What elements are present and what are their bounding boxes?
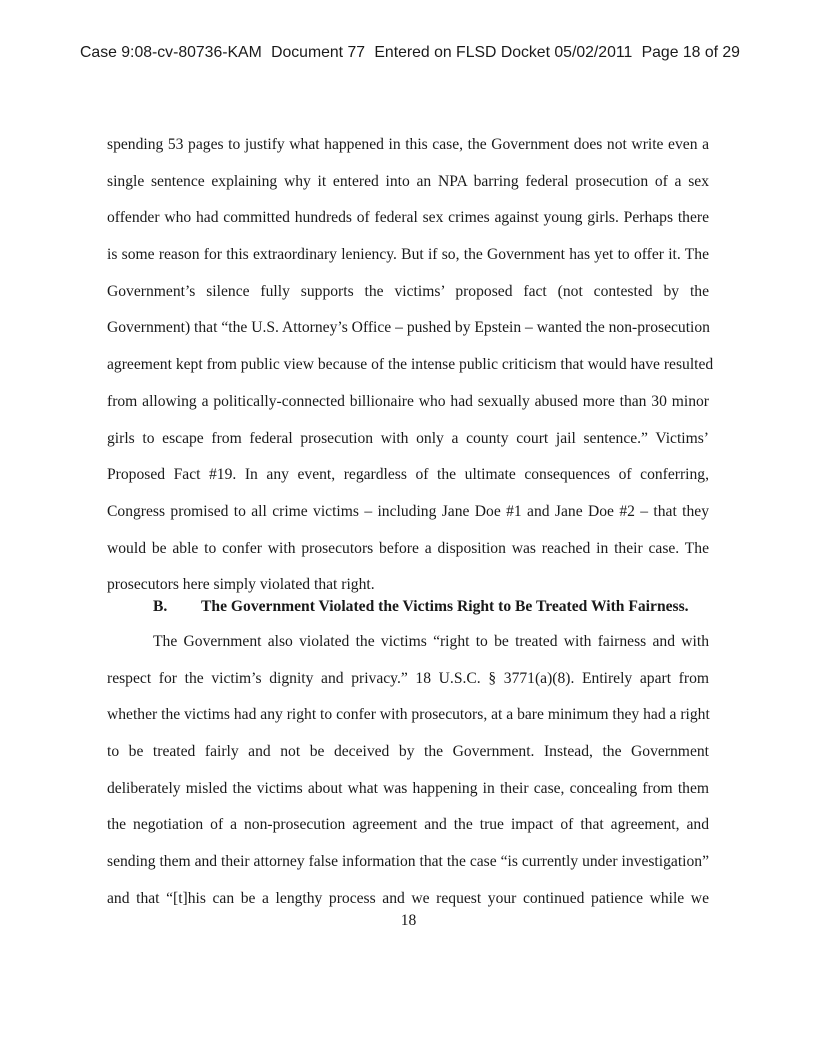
header-case-number: Case 9:08-cv-80736-KAM <box>80 44 262 61</box>
header-document-number: Document 77 <box>271 44 366 61</box>
text-line: prosecutors here simply violated that right. <box>107 576 375 594</box>
text-line: agreement kept from public view because of the intense public criticism that would have resulted <box>107 356 714 374</box>
text-line: the negotiation of a non-prosecution agreement and the true impact of that agreement, and <box>107 816 709 834</box>
text-line: deliberately misled the victims about what was happening in their case, concealing from them <box>107 779 709 797</box>
text-line: The Government also violated the victims “right to be treated with fairness and with <box>153 633 709 650</box>
text-line: to be treated fairly and not be deceived by the Government. Instead, the Government <box>107 743 709 761</box>
text-line: and that “[t]his can be a lengthy process and we request your continued patience while we <box>107 889 709 907</box>
paragraph-2 <box>107 624 709 918</box>
page-number: 18 <box>400 912 417 929</box>
text-line: Congress promised to all crime victims – including Jane Doe #1 and Jane Doe #2 – that they <box>107 502 709 520</box>
docket-header <box>80 41 740 65</box>
header-entered-docket: Entered on FLSD Docket 05/02/2011 <box>374 44 633 61</box>
text-line: respect for the victim’s dignity and privacy.” 18 U.S.C. § 3771(a)(8). Entirely apart from <box>107 669 709 687</box>
text-line: Government’s silence fully supports the victims’ proposed fact (not contested by the <box>107 282 709 300</box>
text-line: offender who had committed hundreds of federal sex crimes against young girls. Perhaps there <box>107 209 709 227</box>
text-line: Government) that “the U.S. Attorney’s Office – pushed by Epstein – wanted the non-prosecution <box>107 319 710 337</box>
text-line: is some reason for this extraordinary leniency. But if so, the Government has yet to offer it. The <box>107 246 709 264</box>
section-title: The Government Violated the Victims Right to Be Treated With Fairness. <box>201 598 689 615</box>
text-line: girls to escape from federal prosecution with only a county court jail sentence.” Victims’ <box>107 429 709 447</box>
section-heading <box>107 589 717 625</box>
paragraph-1 <box>107 127 714 604</box>
text-line: spending 53 pages to justify what happened in this case, the Government does not write even a <box>107 136 709 153</box>
text-line: would be able to confer with prosecutors before a disposition was reached in their case. The <box>107 539 709 557</box>
text-line: sending them and their attorney false information that the case “is currently under investigation” <box>107 853 709 871</box>
text-line: whether the victims had any right to confer with prosecutors, at a bare minimum they had a right <box>107 706 710 724</box>
header-page-count: Page 18 of 29 <box>641 44 740 61</box>
text-line: Proposed Fact #19. In any event, regardless of the ultimate consequences of conferring, <box>107 466 709 484</box>
section-letter: B. <box>153 598 168 615</box>
text-line: from allowing a politically-connected billionaire who had sexually abused more than 30 minor <box>107 392 709 410</box>
text-line: single sentence explaining why it entered into an NPA barring federal prosecution of a sex <box>107 172 709 190</box>
